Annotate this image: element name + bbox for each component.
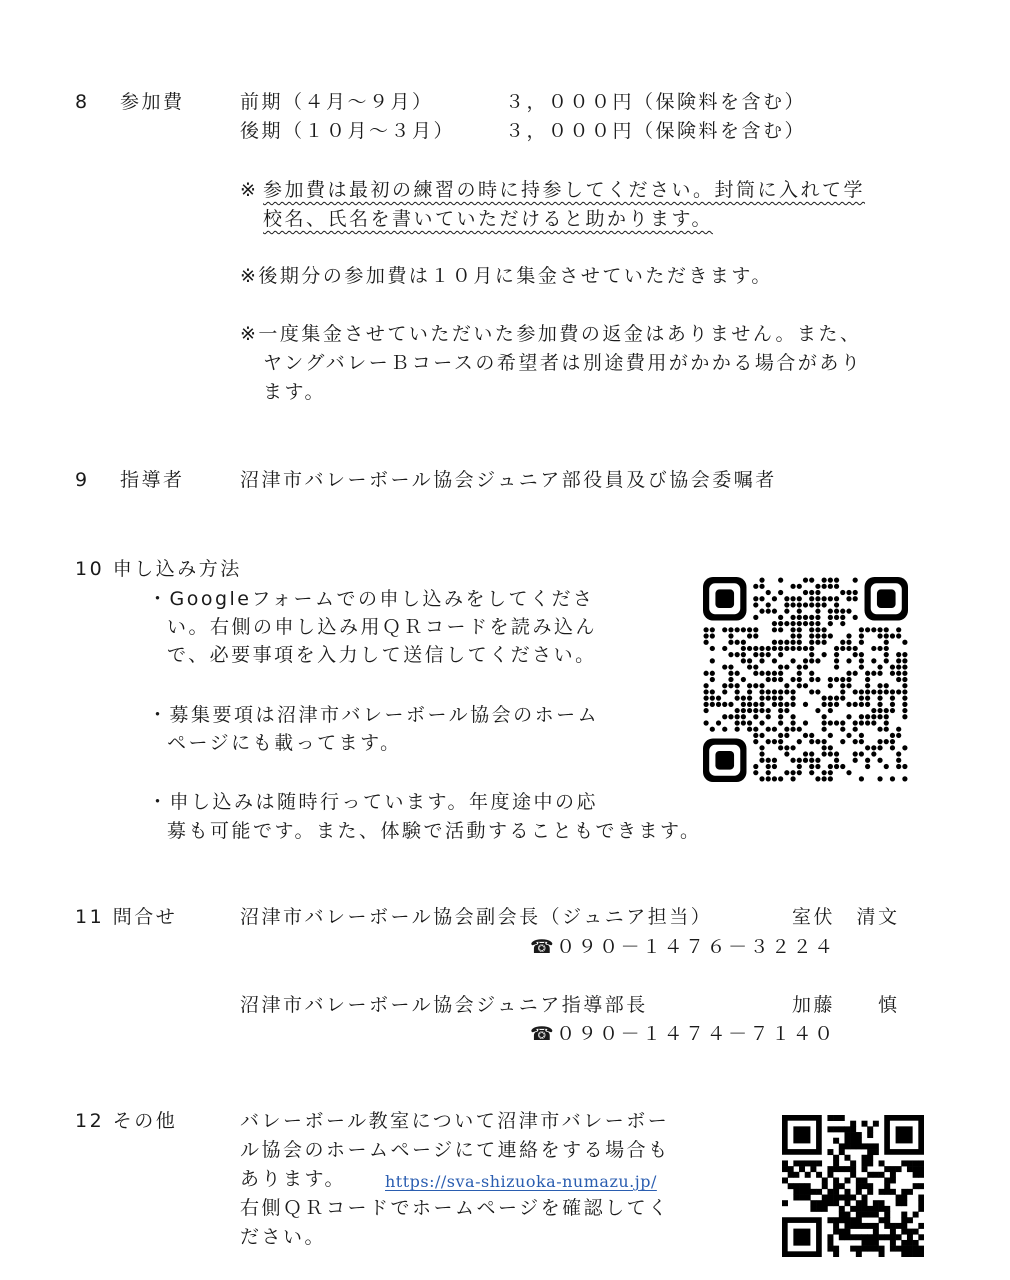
note-1-line-1: 参加費は最初の練習の時に持参してください。封筒に入れて学 (263, 179, 866, 201)
bullet-1-line-3: で、必要事項を入力して送信してください。 (167, 644, 597, 666)
second-term-fee: ３，０００円（保険料を含む） (505, 120, 807, 142)
contact-2-phone: ☎０９０－１４７４－７１４０ (530, 1023, 836, 1045)
section-8-number: 8 (75, 91, 90, 113)
contact-1-phone: ☎０９０－１４７６－３２２４ (530, 936, 836, 958)
contact-1-name: 室伏 清文 (792, 906, 900, 928)
section-12-line-1: バレーボール教室について沼津市バレーボー (240, 1110, 670, 1132)
section-9-text: 沼津市バレーボール協会ジュニア部役員及び協会委嘱者 (240, 469, 777, 491)
second-term-label: 後期（１０月～３月） (240, 120, 456, 142)
first-term-fee: ３，０００円（保険料を含む） (505, 91, 807, 113)
note-3-line-1: ※一度集金させていただいた参加費の返金はありません。また、 (240, 323, 862, 345)
section-11-title: 11 問合せ (75, 906, 178, 928)
homepage-link[interactable]: https://sva-shizuoka-numazu.jp/ (385, 1172, 657, 1191)
section-12-line-2: ル協会のホームページにて連絡をする場合も (240, 1139, 670, 1161)
bullet-1-line-2: い。右側の申し込み用ＱＲコードを読み込ん (167, 616, 598, 638)
note-3-line-3: ます。 (263, 381, 326, 403)
bullet-3-line-1: ・申し込みは随時行っています。年度途中の応 (148, 791, 598, 813)
contact-2-name: 加藤 慎 (792, 994, 900, 1016)
note-1-line-2: 校名、氏名を書いていただけると助かります。 (263, 208, 713, 230)
section-8-title: 参加費 (120, 91, 185, 113)
bullet-3-line-2: 募も可能です。また、体験で活動することもできます。 (167, 820, 702, 842)
section-9-number: 9 (75, 469, 90, 491)
section-12-title: 12 その他 (75, 1110, 178, 1132)
section-12-line-3: あります。 (240, 1168, 346, 1190)
section-12-line-5: ださい。 (240, 1226, 327, 1248)
bullet-2-line-2: ページにも載ってます。 (167, 732, 402, 754)
note-1-mark: ※ (240, 179, 259, 201)
contact-1-role: 沼津市バレーボール協会副会長（ジュニア担当） (240, 906, 713, 928)
note-2: ※後期分の参加費は１０月に集金させていただきます。 (240, 265, 773, 287)
note-3-line-2: ヤングバレーＢコースの希望者は別途費用がかかる場合があり (263, 352, 863, 374)
first-term-label: 前期（４月～９月） (240, 91, 434, 113)
qr-code-google-form-icon[interactable] (703, 577, 908, 782)
qr-code-homepage-icon[interactable] (782, 1115, 924, 1257)
bullet-1-line-1: ・Googleフォームでの申し込みをしてくださ (148, 588, 595, 610)
contact-2-role: 沼津市バレーボール協会ジュニア指導部長 (240, 994, 648, 1016)
section-12-line-4: 右側ＱＲコードでホームページを確認してく (240, 1197, 670, 1219)
section-9-title: 指導者 (120, 469, 185, 491)
section-10-heading: 10 申し込み方法 (75, 558, 242, 580)
bullet-2-line-1: ・募集要項は沼津市バレーボール協会のホーム (148, 704, 600, 726)
